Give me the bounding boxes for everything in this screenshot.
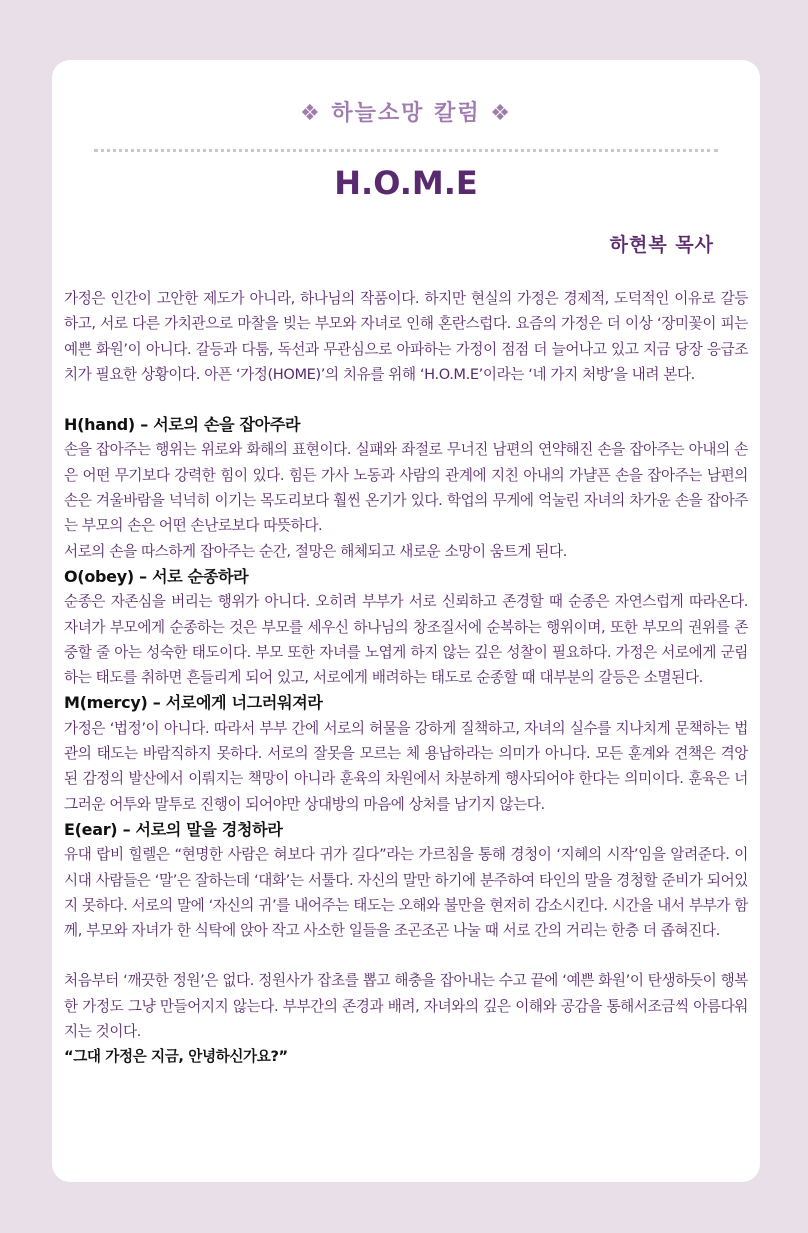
intro-paragraph: 가정은 인간이 고안한 제도가 아니라, 하나님의 작품이다. 하지만 현실의 가정은 경제적, 도덕적인 이유로 갈등하고, 서로 다른 가치관으로 마찰을 빚는 부모와 자녀로 인해 혼란스럽다. 요즘의 가정은 더 이상 ‘장미꽃이 피는 예쁜 화원’이 아니다. 갈등과 다툼, 독선과 무관심으로 아파하는 가정이 점점 더 늘어나고 있고 지금 당장 응급조치가 필요한 상황이다. 아픈 ‘가정(HOME)’의 치유를 위해 ‘H.O.M.E’이라는 ‘네 가지 처방’을 내려 본다. xyxy=(64,290,748,383)
section-heading-hand: H(hand) – 서로의 손을 잡아주라 xyxy=(64,415,301,435)
article-title: H.O.M.E xyxy=(334,164,478,202)
section-heading-mercy: M(mercy) – 서로에게 너그러워져라 xyxy=(64,693,323,713)
dotted-divider xyxy=(94,149,718,152)
section-heading-obey: O(obey) – 서로 순종하라 xyxy=(64,566,249,586)
column-card xyxy=(52,60,760,1182)
author-name: 하현복 목사 xyxy=(609,234,714,256)
section-paragraph: 가정은 ‘법정’이 아니다. 따라서 부부 간에 서로의 허물을 강하게 질책하고, 자녀의 실수를 지나치게 문책하는 법관의 태도는 바람직하지 못하다. 서로의 잘못을 모르는 체 용납하라는 의미가 아니다. 모든 훈계와 견책은 격앙된 감정의 발산에서 이뤄지는 책망이 아니라 훈육의 차원에서 차분하게 행사되어야 한다는 의미이다. 훈육은 너그러운 어투와 말투로 진행이 되어야만 상대방의 마음에 상처를 남기지 않는다. xyxy=(64,719,748,813)
article-body xyxy=(64,286,748,1070)
closing-quote: “그대 가정은 지금, 안녕하신가요?” xyxy=(64,1048,288,1066)
column-label: ❖ 하늘소망 칼럼 ❖ xyxy=(300,101,512,126)
section-heading-ear: E(ear) – 서로의 말을 경청하라 xyxy=(64,819,283,839)
section-paragraph: 손을 잡아주는 행위는 위로와 화해의 표현이다. 실패와 좌절로 무너진 남편의 연약해진 손을 잡아주는 아내의 손은 어떤 무기보다 강력한 힘이 있다. 힘든 가사 노동과 사람의 관계에 지친 아내의 가냘픈 손을 잡아주는 남편의 손은 겨울바람을 넉넉히 이기는 목도리보다 훨씬 온기가 있다. 학업의 무게에 억눌린 자녀의 차가운 손을 잡아주는 부모의 손은 어떤 손난로보다 따뜻하다. xyxy=(64,441,748,535)
conclusion-paragraph: 처음부터 ‘깨끗한 정원’은 없다. 정원사가 잡초를 뽑고 해충을 잡아내는 수고 끝에 ‘예쁜 화원’이 탄생하듯이 행복한 가정도 그냥 만들어지지 않는다. 부부간의 존경과 배려, 자녀와의 깊은 이해와 공감을 통해서조금씩 아름다워지는 것이다. xyxy=(64,972,748,1041)
section-paragraph: 유대 랍비 힐렐은 “현명한 사람은 혀보다 귀가 길다”라는 가르침을 통해 경청이 ‘지혜의 시작’임을 알려준다. 이 시대 사람들은 ‘말’은 잘하는데 ‘대화’는 서툴다. 자신의 말만 하기에 분주하여 타인의 말을 경청할 준비가 되어있지 못하다. 서로의 말에 ‘자신의 귀’를 내어주는 태도는 오해와 불만을 현저히 감소시킨다. 시간을 내서 부부가 함께, 부모와 자녀가 한 식탁에 앉아 작고 사소한 일들을 조곤조곤 나눌 때 서로 간의 거리는 한층 더 좁혀진다. xyxy=(64,846,748,940)
section-paragraph: 서로의 손을 따스하게 잡아주는 순간, 절망은 해체되고 새로운 소망이 움트게 된다. xyxy=(64,542,567,560)
spacer xyxy=(64,387,748,412)
spacer xyxy=(64,943,748,968)
section-paragraph: 순종은 자존심을 버리는 행위가 아니다. 오히려 부부가 서로 신뢰하고 존경할 때 순종은 자연스럽게 따라온다. 자녀가 부모에게 순종하는 것은 부모를 세우신 하나님의 창조질서에 순복하는 행위이며, 또한 부모의 권위를 존중할 줄 아는 성숙한 태도이다. 부모 또한 자녀를 노엽게 하지 않는 깊은 성찰이 필요하다. 가정은 서로에게 군림하는 태도를 취하면 흔들리게 되어 있고, 서로에게 배려하는 태도로 순종할 때 대부분의 갈등은 소멸된다. xyxy=(64,593,748,687)
